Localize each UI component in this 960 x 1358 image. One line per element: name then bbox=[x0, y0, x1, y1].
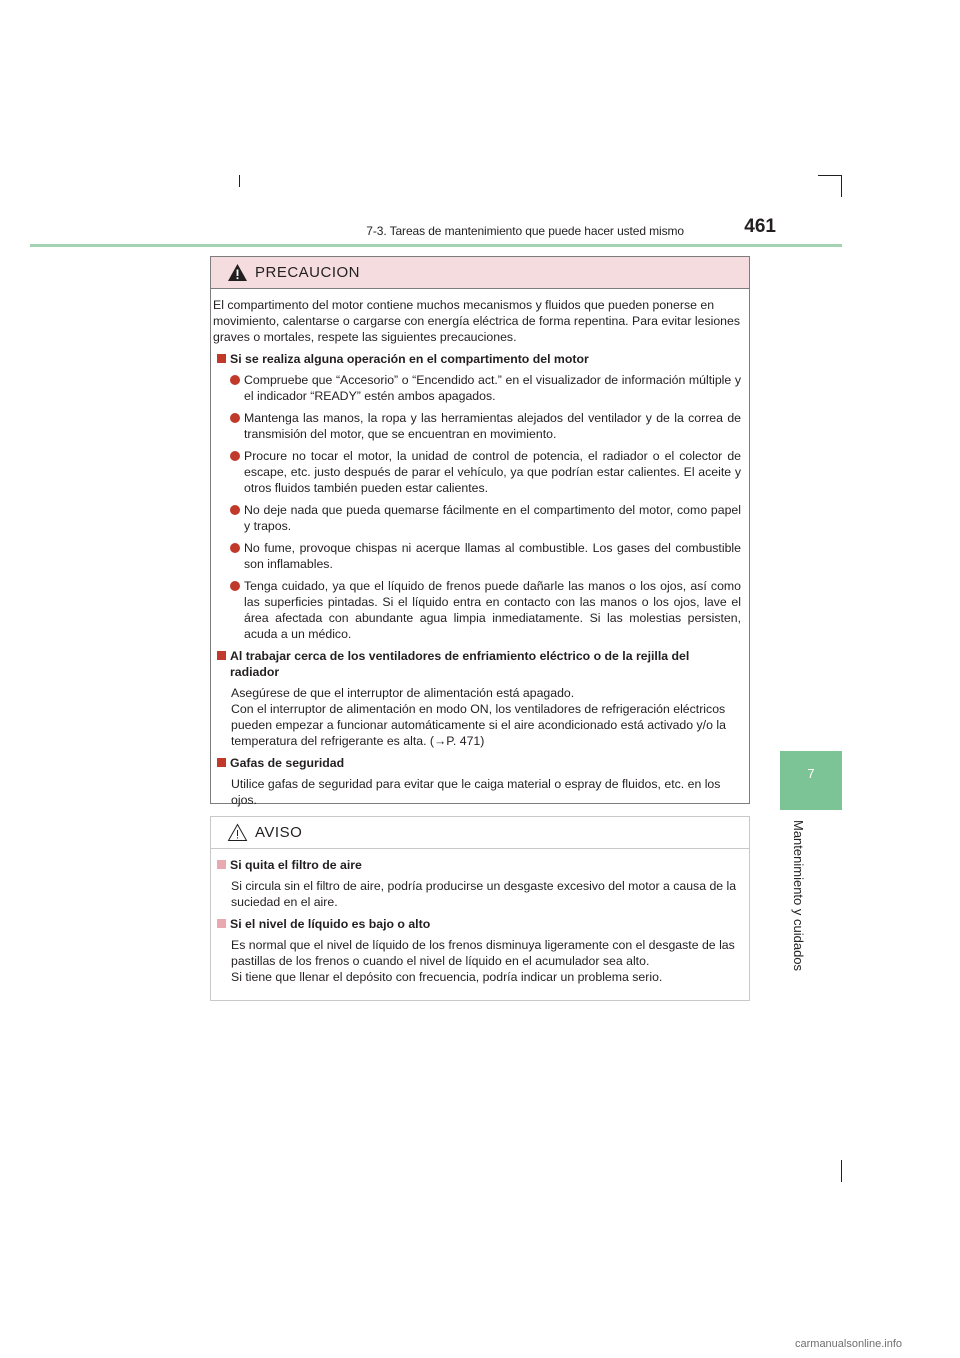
crop-mark bbox=[239, 175, 240, 187]
section-text: Utilice gafas de seguridad para evitar que le caiga material o espray de fluidos, etc. en los ojos. bbox=[231, 777, 721, 807]
round-bullet-icon bbox=[230, 413, 240, 423]
list-item bbox=[213, 448, 741, 496]
caution-title: PRECAUCION bbox=[255, 264, 361, 281]
caution-intro: El compartimento del motor contiene muchos mecanismos y fluidos que pueden ponerse en movimiento, calentarse o cargarse con energía eléctrica de forma repentina. Para evitar lesiones graves o mortales, respete las siguientes precauciones. bbox=[213, 298, 740, 344]
page-header bbox=[210, 214, 842, 244]
crop-mark bbox=[841, 175, 842, 197]
list-item bbox=[213, 372, 741, 404]
section-text: Asegúrese de que el interruptor de alimentación está apagado. Con el interruptor de alimentación en modo ON, los ventiladores de refrigeración eléctricos pueden empezar a funcionar automáticamente si el aire acondicionado está activado y/o la temperatura del refrigerante es alta. (→P. 471) bbox=[231, 686, 726, 748]
section-heading bbox=[213, 857, 741, 873]
section-title: 7-3. Tareas de mantenimiento que puede hacer usted mismo bbox=[366, 224, 684, 238]
crop-mark bbox=[841, 1160, 842, 1182]
square-bullet-icon bbox=[217, 651, 226, 660]
section-heading-text: Gafas de seguridad bbox=[230, 756, 345, 770]
section-heading-text: Si quita el filtro de aire bbox=[230, 858, 362, 872]
square-bullet-icon bbox=[217, 860, 226, 869]
list-item-text: No fume, provoque chispas ni acerque llamas al combustible. Los gases del combustible son inflamables. bbox=[244, 541, 741, 571]
round-bullet-icon bbox=[230, 581, 240, 591]
chapter-number: 7 bbox=[807, 766, 815, 781]
notice-header bbox=[211, 817, 749, 849]
square-bullet-icon bbox=[217, 919, 226, 928]
section-heading-text: Al trabajar cerca de los ventiladores de enfriamiento eléctrico o de la rejilla del radiador bbox=[230, 649, 690, 679]
section-heading bbox=[213, 648, 741, 680]
list-item bbox=[213, 578, 741, 642]
warning-outline-icon bbox=[227, 823, 248, 842]
caution-body bbox=[211, 289, 749, 808]
watermark: carmanualsonline.info bbox=[795, 1338, 903, 1350]
list-item-text: Tenga cuidado, ya que el líquido de frenos puede dañarle las manos o los ojos, así como las superficies pintadas. Si el líquido entra en contacto con las manos o los ojos, lave el área afectada con abundante agua limpia inmediatamente. Si las molestias persisten, acuda a un médico. bbox=[244, 579, 741, 641]
list-item-text: Mantenga las manos, la ropa y las herramientas alejados del ventilador y de la correa de transmisión del motor, que se encuentran en movimiento. bbox=[244, 411, 741, 441]
header-rule bbox=[30, 244, 842, 247]
round-bullet-icon bbox=[230, 505, 240, 515]
list-item-text: Compruebe que “Accesorio” o “Encendido act.” en el visualizador de información múltiple y el indicador “READY” estén ambos apagados. bbox=[244, 373, 741, 403]
section-heading bbox=[213, 916, 741, 932]
list-item bbox=[213, 410, 741, 442]
list-item bbox=[213, 502, 741, 534]
list-item bbox=[213, 540, 741, 572]
warning-triangle-icon bbox=[227, 263, 248, 282]
chapter-label-container bbox=[791, 820, 822, 980]
section-text: Si circula sin el filtro de aire, podría producirse un desgaste excesivo del motor a causa de la suciedad en el aire. bbox=[231, 879, 737, 909]
chapter-label: Mantenimiento y cuidados bbox=[791, 820, 806, 972]
notice-body bbox=[211, 849, 749, 985]
notice-box bbox=[210, 816, 750, 1001]
list-item-text: Procure no tocar el motor, la unidad de control de potencia, el radiador o el colector de escape, etc. justo después de parar el vehículo, ya que podrían estar calientes. El aceite y otros fluidos también pueden estar calientes. bbox=[244, 449, 741, 495]
round-bullet-icon bbox=[230, 451, 240, 461]
caution-header bbox=[211, 257, 749, 289]
round-bullet-icon bbox=[230, 375, 240, 385]
list-item-text: No deje nada que pueda quemarse fácilmente en el compartimento del motor, como papel y trapos. bbox=[244, 503, 741, 533]
notice-title: AVISO bbox=[255, 824, 303, 841]
square-bullet-icon bbox=[217, 758, 226, 767]
section-heading bbox=[213, 755, 741, 771]
page-number: 461 bbox=[744, 216, 776, 237]
section-text: Es normal que el nivel de líquido de los frenos disminuya ligeramente con el desgaste de las pastillas de los frenos o cuando el nivel de líquido en el acumulador sea alto. Si tiene que llenar el depósito con frecuencia, podría indicar un problema serio. bbox=[231, 938, 735, 984]
round-bullet-icon bbox=[230, 543, 240, 553]
crop-mark bbox=[818, 175, 842, 176]
section-heading bbox=[213, 351, 741, 367]
section-heading-text: Si el nivel de líquido es bajo o alto bbox=[230, 917, 431, 931]
caution-box bbox=[210, 256, 750, 807]
section-heading-text: Si se realiza alguna operación en el compartimento del motor bbox=[230, 352, 589, 366]
square-bullet-icon bbox=[217, 354, 226, 363]
